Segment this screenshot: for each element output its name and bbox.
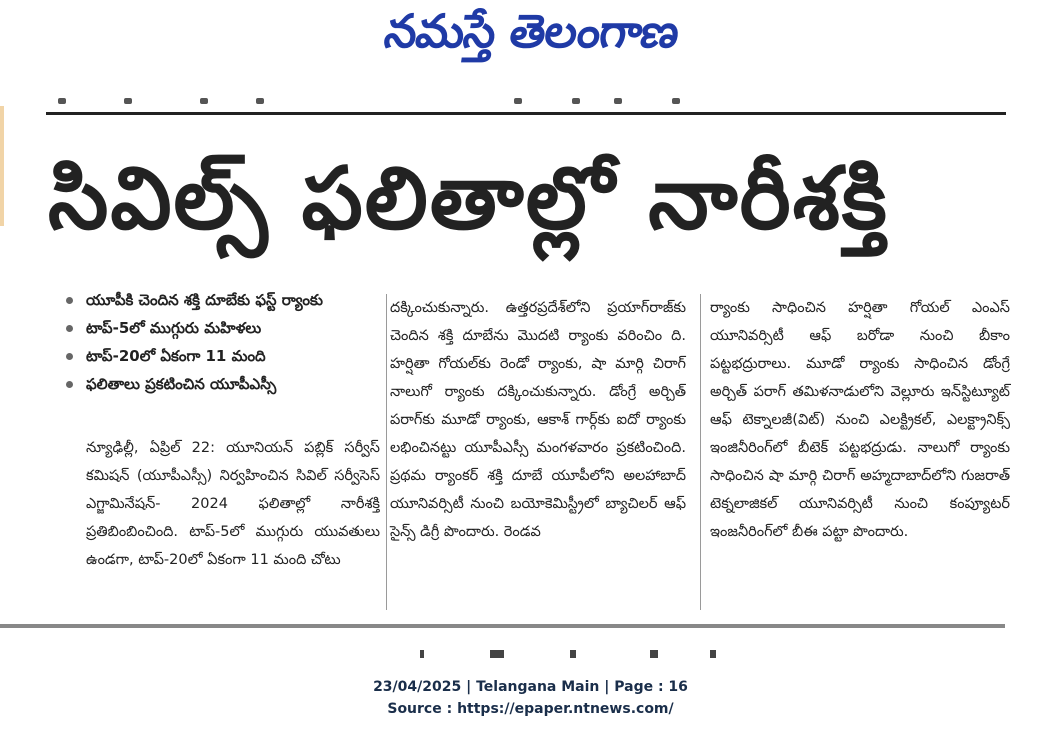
bullet-icon (66, 381, 73, 388)
highlight-item: టాప్-20లో ఏకంగా 11 మంది (62, 342, 382, 370)
newspaper-masthead: నమస్తే తెలంగాణ (381, 4, 683, 58)
bullet-icon (66, 325, 73, 332)
highlight-item: టాప్-5లో ముగ్గురు మహిళలు (62, 314, 382, 342)
article-column-1: న్యూఢిల్లీ, ఏప్రిల్ 22: యూనియన్ పబ్లిక్ సర్వీస్ కమిషన్ (యూపీఎస్సీ) నిర్వహించిన సివిల్ సర్వీసెస్ ఎగ్జామినేషన్- 2024 ఫలితాల్లో నారీశక్తి ప్రతిబింబించింది. టాప్-5లో ముగ్గురు యువతులు ఉండగా, టాప్-20లో ఏకంగా 11 మంది చోటు (86, 440, 380, 568)
bottom-divider-marks (420, 650, 720, 660)
highlights-list (62, 286, 382, 398)
bullet-icon (66, 353, 73, 360)
article-column-2: దక్కించుకున్నారు. ఉత్తరప్రదేశ్‌లోని ప్రయాగ్‌రాజ్‌కు చెందిన శక్తి దూబేను మొదటి ర్యాంకు వరించిం ది. హర్షితా గోయల్‌కు రెండో ర్యాంకు, షా మార్గి చిరాగ్ నాలుగో ర్యాంకు దక్కించుకున్నారు. డోంగ్రే అర్చిత్ పరాగ్‌కు మూడో ర్యాంకు, ఆకాశ్ గార్గ్‌కు ఐదో ర్యాంకు లభించినట్టు యూపీఎస్సీ మంగళవారం ప్రకటించింది. ప్రథమ ర్యాంకర్ శక్తి దూబే యూపీలోని అలహాబాద్ యూనివర్సిటీ నుంచి బయోకెమిస్ట్రీలో బ్యాచిలర్ ఆఫ్ సైన్స్ డిగ్రీ పొందారు. రెండవ (390, 300, 686, 540)
bullet-icon (66, 297, 73, 304)
top-divider-marks (58, 98, 758, 106)
bottom-divider (0, 624, 1005, 628)
highlight-item: యూపీకి చెందిన శక్తి దూబేకు ఫస్ట్ ర్యాంకు (62, 286, 382, 314)
publication-info: 23/04/2025 | Telangana Main | Page : 16 (373, 679, 688, 695)
page-footer (0, 676, 1061, 720)
column-divider (700, 294, 701, 610)
column-divider (386, 294, 387, 610)
source-link[interactable]: Source : https://epaper.ntnews.com/ (387, 701, 674, 717)
page-edge-mark (0, 106, 4, 226)
article-column-3: ర్యాంకు సాధించిన హర్షితా గోయల్ ఎంఎస్ యూనివర్సిటీ ఆఫ్ బరోడా నుంచి బీకాం పట్టభద్రురాలు. మూడో ర్యాంకు సాధించిన డోంగ్రే అర్చిత్ పరాగ్ తమిళనాడులోని వెల్లూరు ఇన్‌స్టిట్యూట్ ఆఫ్ టెక్నాలజీ(విట్) నుంచి ఎలక్ట్రికల్, ఎలక్ట్రానిక్స్ ఇంజినీరింగ్‌లో బీటెక్ పట్టభద్రుడు. నాలుగో ర్యాంకు సాధించిన షా మార్గి చిరాగ్ అహ్మదాబాద్‌లోని గుజరాత్ టెక్నలాజికల్ యూనివర్సిటీ నుంచి కంప్యూటర్ ఇంజనీరింగ్‌లో బీఈ పట్టా పొందారు. (710, 300, 1010, 540)
article-headline: సివిల్స్ ఫలితాల్లో నారీశక్తి (48, 149, 889, 249)
highlight-item: ఫలితాలు ప్రకటించిన యూపీఎస్సీ (62, 370, 382, 398)
